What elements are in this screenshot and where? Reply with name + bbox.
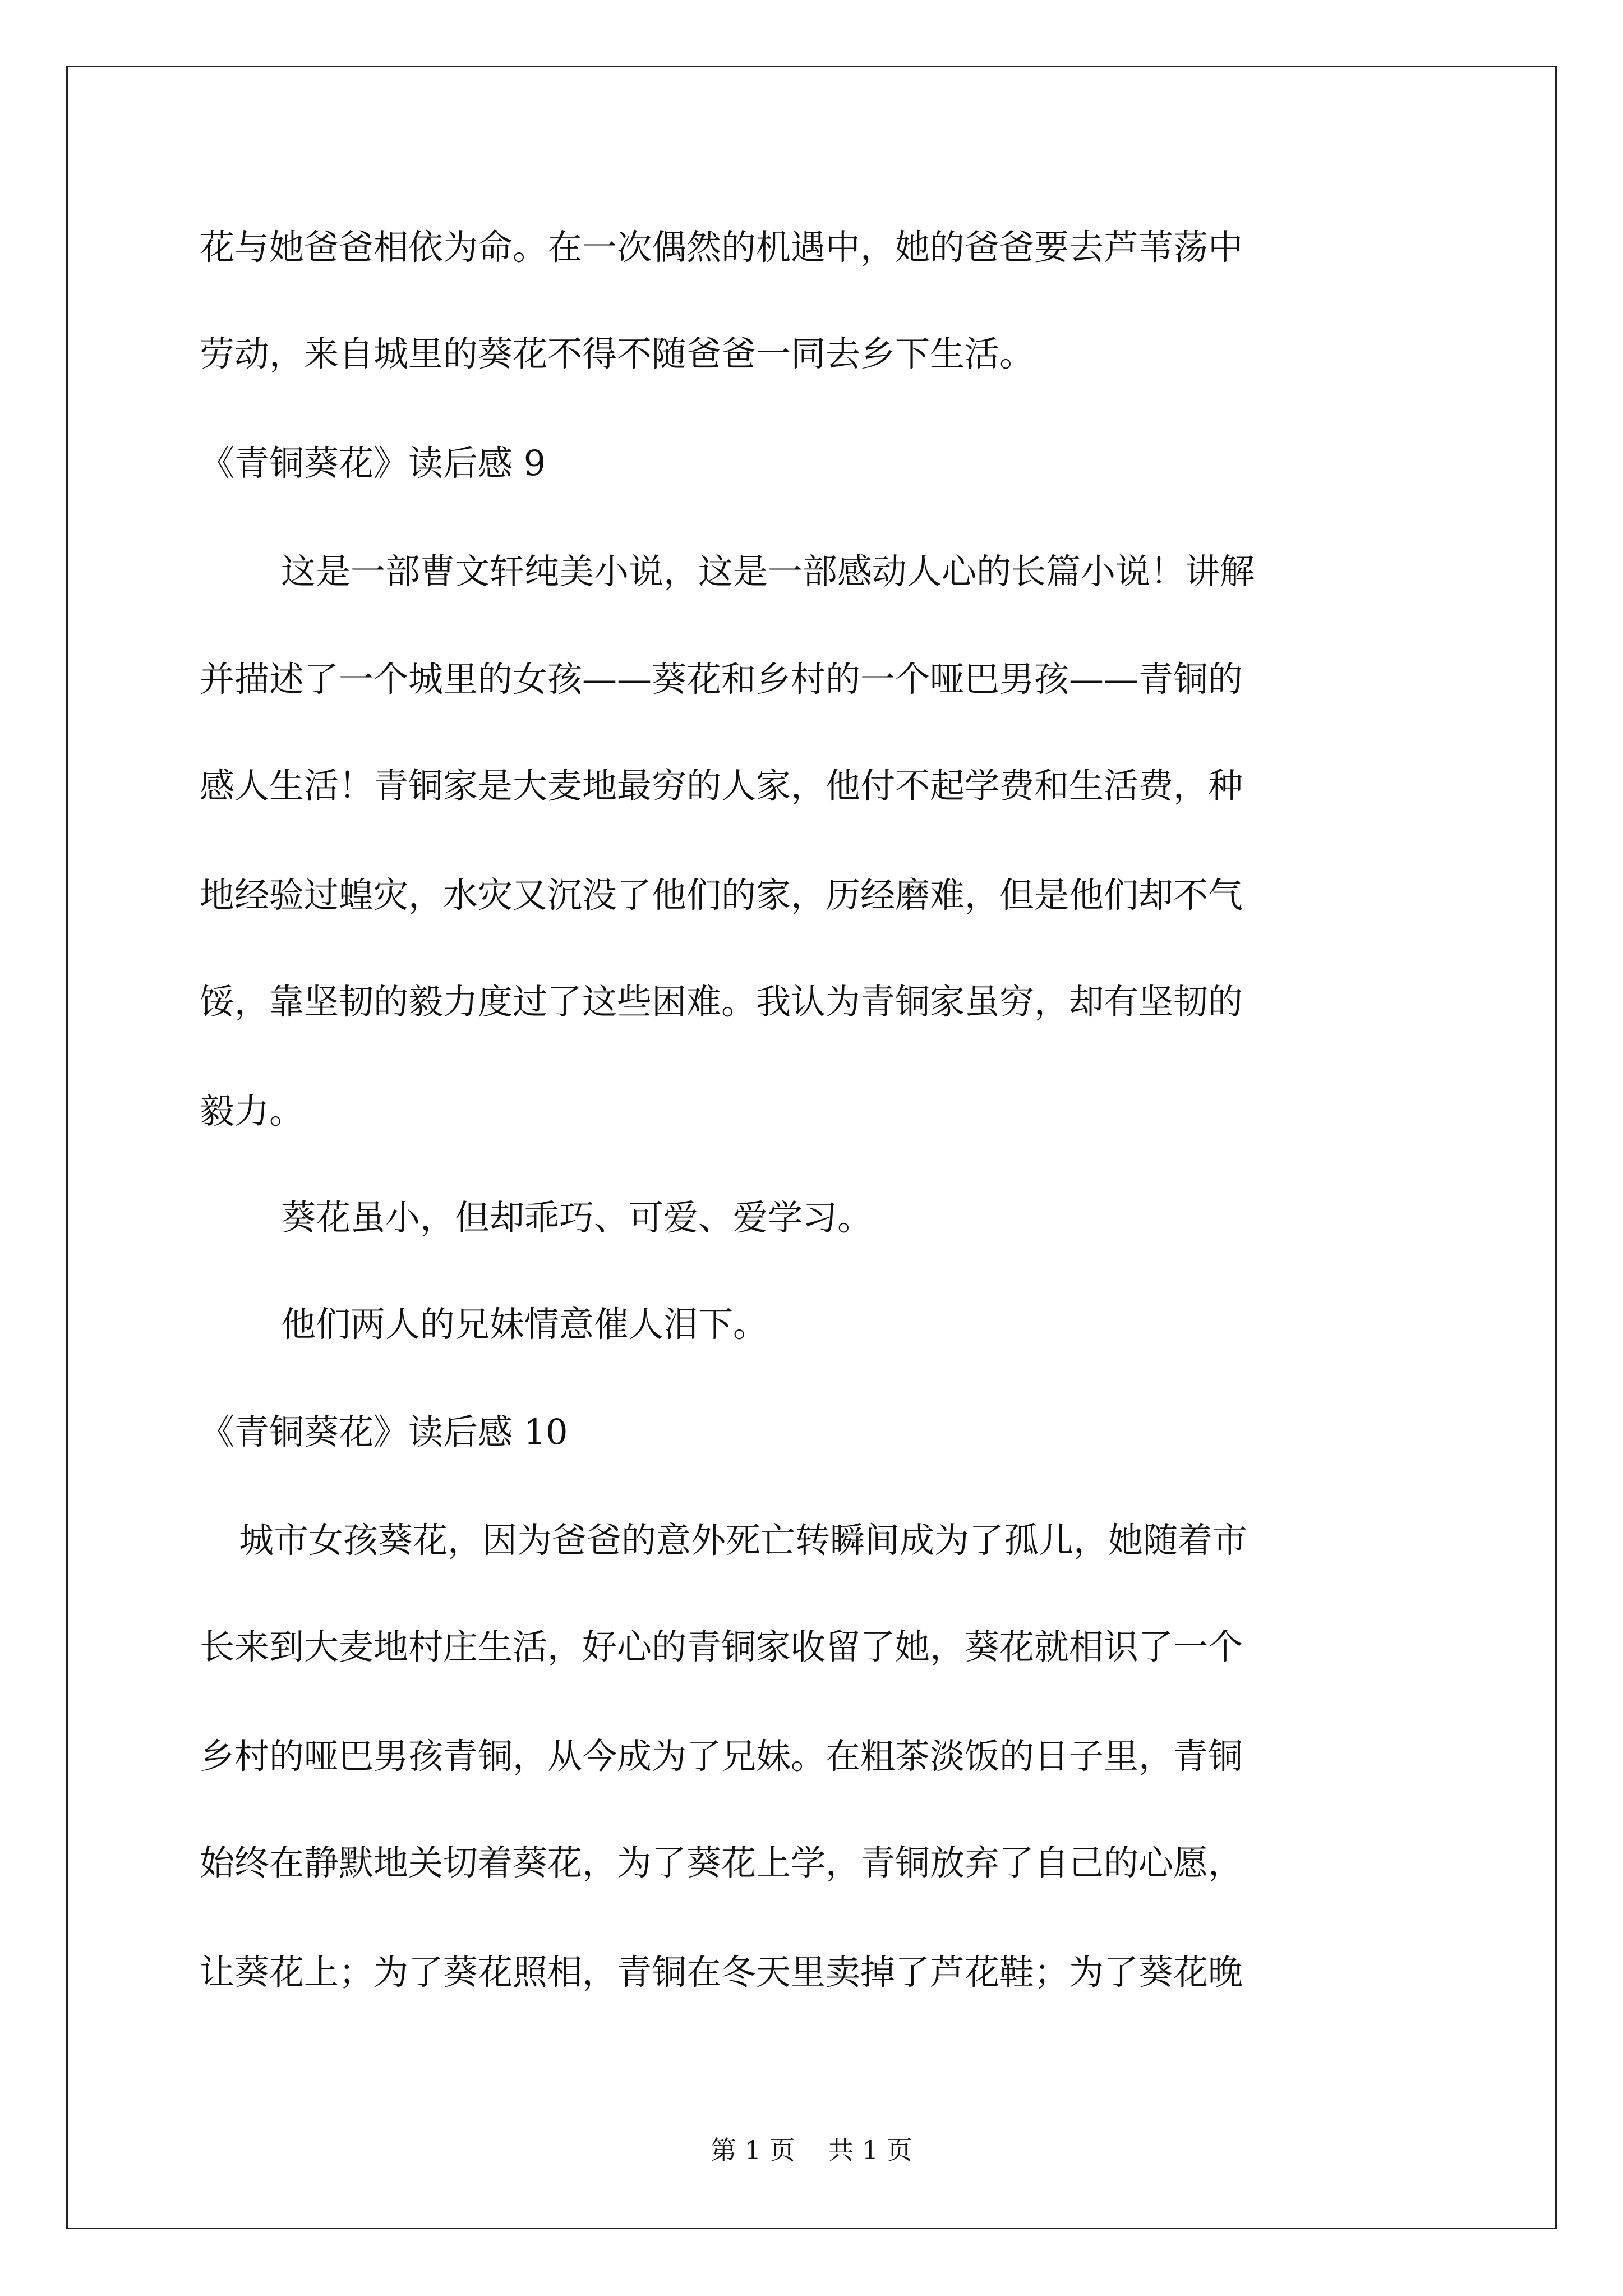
paragraph-line: 城市女孩葵花，因为爸爸的意外死亡转瞬间成为了孤儿，她随着市 (239, 1520, 1248, 1561)
paragraph-line: 他们两人的兄妹情意催人泪下。 (281, 1304, 768, 1345)
paragraph-line: 感人生活！青铜家是大麦地最穷的人家，他付不起学费和生活费，种 (200, 765, 1243, 806)
paragraph-line: 馁，靠坚韧的毅力度过了这些困难。我认为青铜家虽穷，却有坚韧的 (200, 981, 1243, 1022)
paragraph-line: 并描述了一个城里的女孩——葵花和乡村的一个哑巴男孩——青铜的 (200, 659, 1243, 700)
paragraph-line: 地经验过蝗灾，水灾又沉没了他们的家，历经磨难，但是他们却不气 (200, 875, 1243, 915)
paragraph-line: 始终在静默地关切着葵花，为了葵花上学，青铜放弃了自己的心愿， (200, 1842, 1243, 1883)
paragraph-line: 劳动，来自城里的葵花不得不随爸爸一同去乡下生活。 (200, 333, 1035, 374)
section-heading: 《青铜葵花》读后感 9 (200, 443, 546, 484)
paragraph-line: 乡村的哑巴男孩青铜，从今成为了兄妹。在粗茶淡饭的日子里，青铜 (200, 1736, 1243, 1777)
page-border (66, 66, 1557, 2229)
page-footer: 第 1 页 共 1 页 (711, 2135, 912, 2165)
paragraph-line: 葵花虽小，但却乖巧、可爱、爱学习。 (281, 1197, 873, 1238)
paragraph-line: 这是一部曹文轩纯美小说，这是一部感动人心的长篇小说！讲解 (281, 551, 1255, 592)
paragraph-line: 毅力。 (200, 1091, 305, 1131)
section-heading: 《青铜葵花》读后感 10 (200, 1411, 568, 1452)
paragraph-line: 花与她爸爸相依为命。在一次偶然的机遇中，她的爸爸要去芦苇荡中 (200, 227, 1243, 268)
paragraph-line: 长来到大麦地村庄生活，好心的青铜家收留了她，葵花就相识了一个 (200, 1626, 1243, 1667)
paragraph-line: 让葵花上；为了葵花照相，青铜在冬天里卖掉了芦花鞋；为了葵花晚 (200, 1952, 1243, 1993)
